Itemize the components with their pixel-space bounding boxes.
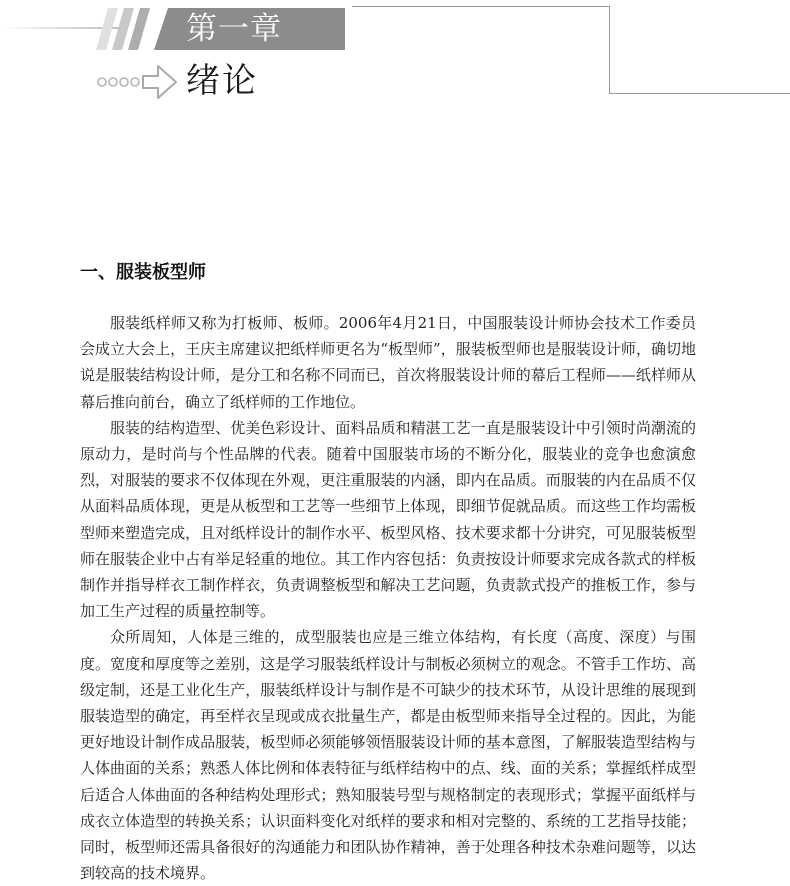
chapter-arrow-icon xyxy=(96,62,178,102)
header-stripes-decoration xyxy=(96,8,166,50)
chapter-title: 绪论 xyxy=(186,61,258,101)
header-frame-top xyxy=(352,6,610,7)
header-bracket xyxy=(343,8,345,50)
chapter-label: 第一章 xyxy=(186,11,282,47)
section-heading: 一、服装板型师 xyxy=(80,262,206,283)
paragraph: 服装的结构造型、优美色彩设计、面料品质和精湛工艺一直是服装设计中引领时尚潮流的原动力，是时尚与个性品牌的代表。随着中国服装市场的不断分化，服装业的竞争也愈演愈烈，对服装的要求不仅体现在外观，更注重服装的内涵，即内在品质。而服装的内在品质不仅从面料品质体现，更是从板型和工艺等一些细节上体现，即细节促就品质。而这些工作均需板型师来塑造完成，且对纸样设计的制作水平、板型风格、技术要求都十分讲究，可见服装板型师在服装企业中占有举足轻重的地位。其工作内容包括：负责按设计师要求完成各款式的样板制作并指导样衣工制作样衣，负责调整板型和解决工艺问题，负责款式投产的推板工作，参与加工生产过程的质量控制等。 xyxy=(80,418,696,621)
paragraph: 服装纸样师又称为打板师、板师。2006年4月21日，中国服装设计师协会技术工作委员会成立大会上，王庆主席建议把纸样师更名为“板型师”，服装板型师也是服装设计师，确切地说是服装结构设计师，是分工和名称不同而已，首次将服装设计师的幕后工程师——纸样师从幕后推向前台，确立了纸样师的工作地位。 xyxy=(80,314,696,411)
header-frame-right xyxy=(609,6,610,94)
paragraph: 众所周知，人体是三维的，成型服装也应是三维立体结构，有长度（高度、深度）与围度。宽度和厚度等之差别，这是学习服装纸样设计与制板必须树立的观念。不管手工作坊、高级定制，还是工业化生产，服装纸样设计与制作是不可缺少的技术环节，从设计思维的展现到服装造型的确定，再至样衣呈现或成衣批量生产，都是由板型师来指导全过程的。因此，为能更好地设计制作成品服装，板型师必须能够领悟服装设计师的基本意图，了解服装造型结构与人体曲面的关系；熟悉人体比例和体表特征与纸样结构中的点、线、面的关系；掌握纸样成型后适合人体曲面的各种结构处理形式；熟知服装号型与规格制定的表现形式；掌握平面纸样与成衣立体造型的转换关系；认识面料变化对纸样的要求和相对完整的、系统的工艺指导技能；同时，板型师还需具备很好的沟通能力和团队协作精神，善于处理各种技术杂难问题等，以达到较高的技术境界。 xyxy=(80,628,696,883)
body-text xyxy=(80,310,696,886)
header-frame-bottom xyxy=(609,93,790,94)
